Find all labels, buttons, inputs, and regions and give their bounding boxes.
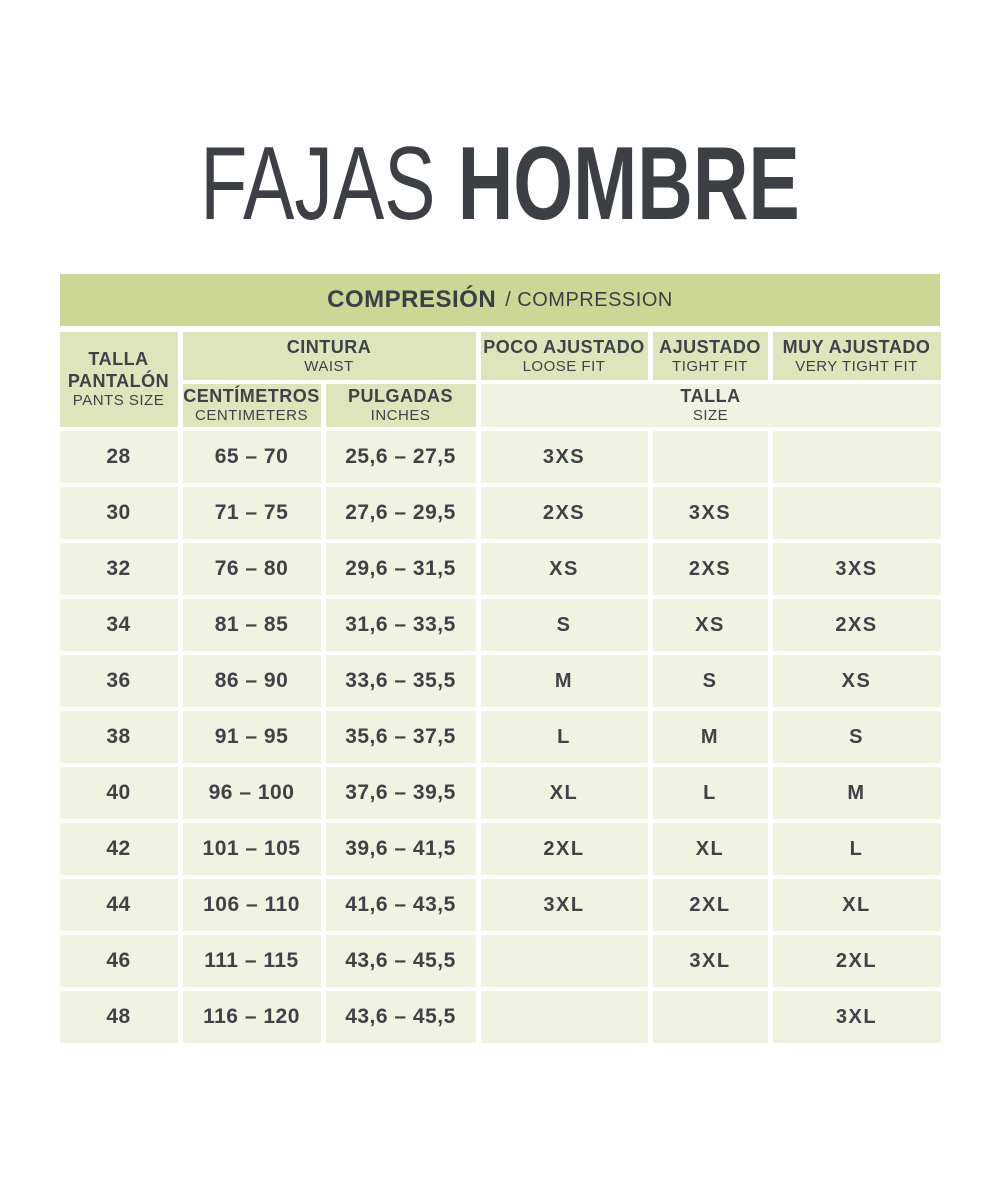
- header-waist: [183, 332, 476, 380]
- cell-pants-size: 42: [60, 823, 178, 875]
- banner-title-es: COMPRESIÓN: [327, 286, 497, 313]
- cell-pants-size: 40: [60, 767, 178, 819]
- cell-waist-inches: 35,6 – 37,5: [326, 711, 476, 763]
- cell-size-tight-fit: [653, 431, 768, 483]
- cell-pants-size: 46: [60, 935, 178, 987]
- cell-waist-centimeters: 71 – 75: [183, 487, 321, 539]
- cell-waist-centimeters: 76 – 80: [183, 543, 321, 595]
- title-word-fajas: FAJAS: [200, 126, 436, 242]
- cell-pants-size: 30: [60, 487, 178, 539]
- cell-waist-inches: 43,6 – 45,5: [326, 991, 476, 1043]
- cell-size-very-tight-fit: S: [773, 711, 941, 763]
- cell-size-tight-fit: XS: [653, 599, 768, 651]
- cell-waist-inches: 31,6 – 33,5: [326, 599, 476, 651]
- cell-size-very-tight-fit: [773, 487, 941, 539]
- cell-waist-inches: 29,6 – 31,5: [326, 543, 476, 595]
- cell-pants-size: 32: [60, 543, 178, 595]
- header-size-es: TALLA: [680, 386, 741, 407]
- header-loose-fit-es: POCO AJUSTADO: [483, 336, 645, 357]
- header-waist-en: WAIST: [304, 357, 354, 375]
- header-loose-fit: [481, 332, 648, 380]
- cell-size-loose-fit: 2XL: [481, 823, 648, 875]
- header-very-tight-fit-es: MUY AJUSTADO: [782, 336, 931, 357]
- cell-waist-centimeters: 111 – 115: [183, 935, 321, 987]
- cell-size-tight-fit: [653, 991, 768, 1043]
- cell-waist-inches: 39,6 – 41,5: [326, 823, 476, 875]
- cell-size-loose-fit: L: [481, 711, 648, 763]
- cell-waist-centimeters: 106 – 110: [183, 879, 321, 931]
- cell-waist-inches: 27,6 – 29,5: [326, 487, 476, 539]
- header-very-tight-fit: [773, 332, 941, 380]
- cell-size-loose-fit: M: [481, 655, 648, 707]
- header-tight-fit-es: AJUSTADO: [659, 336, 761, 357]
- cell-pants-size: 48: [60, 991, 178, 1043]
- compression-banner: [60, 274, 940, 326]
- banner-title-en: / COMPRESSION: [505, 288, 673, 311]
- cell-size-very-tight-fit: 3XS: [773, 543, 941, 595]
- cell-waist-centimeters: 65 – 70: [183, 431, 321, 483]
- cell-waist-centimeters: 96 – 100: [183, 767, 321, 819]
- cell-pants-size: 34: [60, 599, 178, 651]
- cell-pants-size: 38: [60, 711, 178, 763]
- size-table: [60, 332, 941, 1043]
- header-size-en: SIZE: [692, 407, 729, 425]
- cell-size-tight-fit: 2XL: [653, 879, 768, 931]
- cell-size-tight-fit: 2XS: [653, 543, 768, 595]
- cell-size-tight-fit: S: [653, 655, 768, 707]
- header-pants-size-es-line1: TALLA: [88, 349, 149, 370]
- cell-size-very-tight-fit: L: [773, 823, 941, 875]
- cell-waist-inches: 25,6 – 27,5: [326, 431, 476, 483]
- cell-size-very-tight-fit: 3XL: [773, 991, 941, 1043]
- header-pants-size: [60, 332, 178, 427]
- cell-size-loose-fit: [481, 991, 648, 1043]
- cell-waist-centimeters: 116 – 120: [183, 991, 321, 1043]
- header-pants-size-en: PANTS SIZE: [72, 391, 165, 409]
- header-waist-es: CINTURA: [286, 336, 372, 357]
- header-inches: [326, 384, 476, 427]
- cell-size-very-tight-fit: 2XS: [773, 599, 941, 651]
- cell-size-loose-fit: 2XS: [481, 487, 648, 539]
- header-size: [481, 384, 941, 427]
- header-tight-fit-en: TIGHT FIT: [672, 357, 748, 375]
- cell-size-very-tight-fit: M: [773, 767, 941, 819]
- header-inches-es: PULGADAS: [347, 386, 453, 407]
- cell-waist-inches: 43,6 – 45,5: [326, 935, 476, 987]
- cell-size-loose-fit: 3XS: [481, 431, 648, 483]
- cell-size-loose-fit: XS: [481, 543, 648, 595]
- cell-size-loose-fit: S: [481, 599, 648, 651]
- cell-size-very-tight-fit: [773, 431, 941, 483]
- header-centimeters-en: CENTIMETERS: [194, 407, 308, 425]
- header-inches-en: INCHES: [370, 407, 431, 425]
- cell-pants-size: 36: [60, 655, 178, 707]
- cell-waist-inches: 33,6 – 35,5: [326, 655, 476, 707]
- cell-size-very-tight-fit: XL: [773, 879, 941, 931]
- cell-size-loose-fit: 3XL: [481, 879, 648, 931]
- cell-pants-size: 44: [60, 879, 178, 931]
- cell-size-tight-fit: L: [653, 767, 768, 819]
- header-centimeters: [183, 384, 321, 427]
- header-pants-size-es-line2: PANTALÓN: [67, 370, 170, 391]
- cell-size-very-tight-fit: XS: [773, 655, 941, 707]
- header-tight-fit: [653, 332, 768, 380]
- cell-size-tight-fit: 3XL: [653, 935, 768, 987]
- cell-size-tight-fit: 3XS: [653, 487, 768, 539]
- cell-waist-centimeters: 101 – 105: [183, 823, 321, 875]
- cell-size-very-tight-fit: 2XL: [773, 935, 941, 987]
- title-word-hombre: HOMBRE: [457, 126, 800, 242]
- cell-size-tight-fit: XL: [653, 823, 768, 875]
- cell-waist-centimeters: 81 – 85: [183, 599, 321, 651]
- cell-size-loose-fit: [481, 935, 648, 987]
- cell-waist-centimeters: 86 – 90: [183, 655, 321, 707]
- header-centimeters-es: CENTÍMETROS: [183, 386, 320, 407]
- cell-size-loose-fit: XL: [481, 767, 648, 819]
- header-very-tight-fit-en: VERY TIGHT FIT: [795, 357, 918, 375]
- cell-waist-inches: 41,6 – 43,5: [326, 879, 476, 931]
- cell-pants-size: 28: [60, 431, 178, 483]
- cell-size-tight-fit: M: [653, 711, 768, 763]
- cell-waist-inches: 37,6 – 39,5: [326, 767, 476, 819]
- page-title: [130, 0, 870, 242]
- header-loose-fit-en: LOOSE FIT: [522, 357, 606, 375]
- cell-waist-centimeters: 91 – 95: [183, 711, 321, 763]
